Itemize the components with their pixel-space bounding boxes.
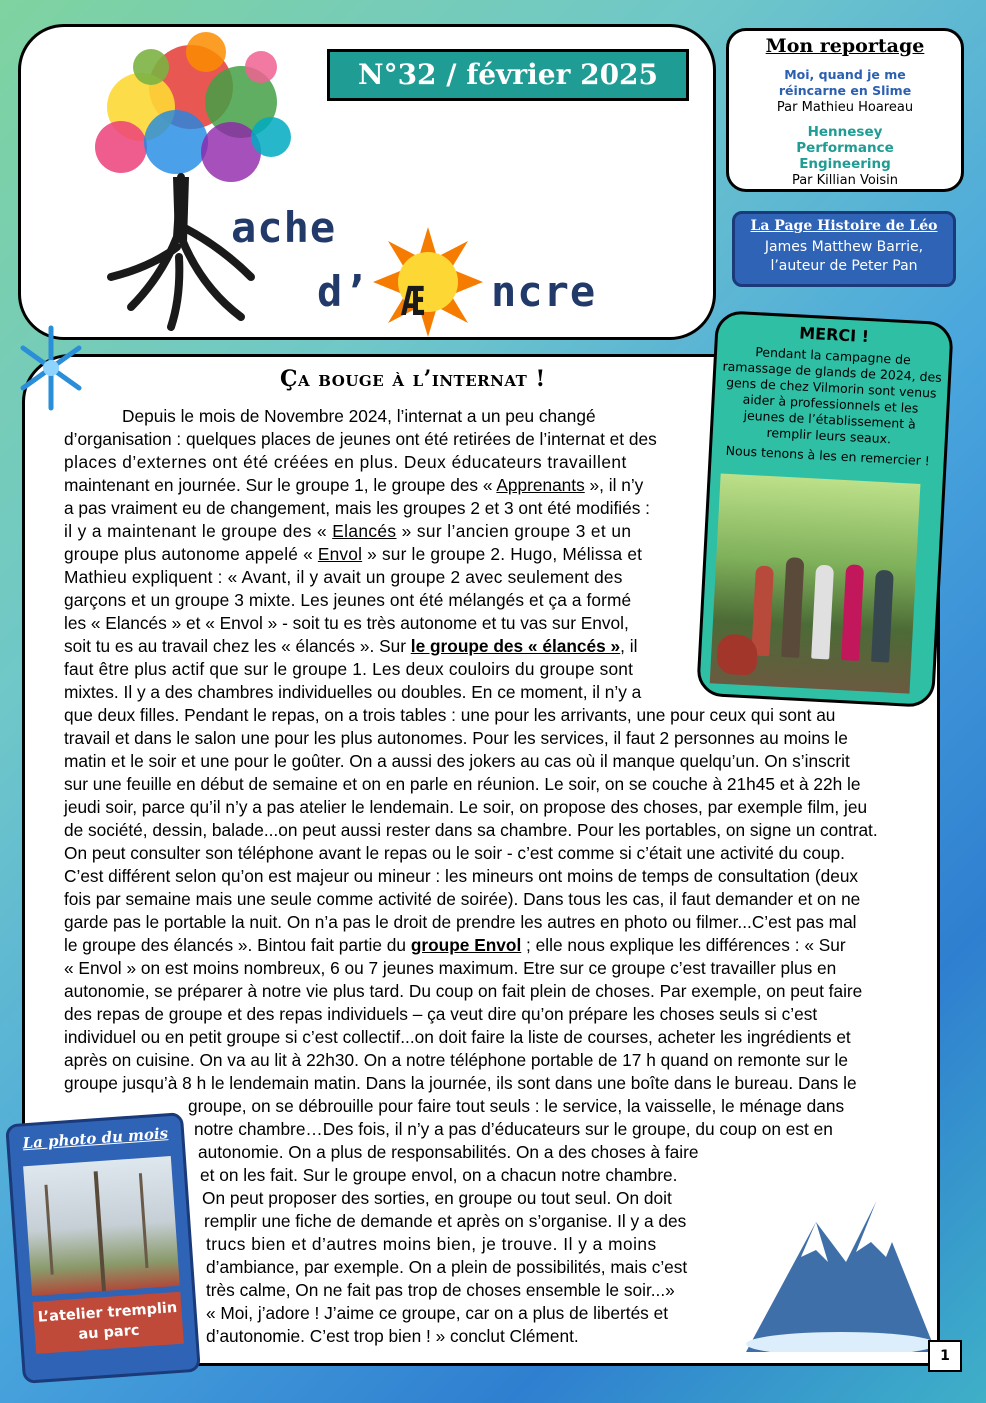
article-line: Mathieu expliquent : « Avant, il y avait un groupe 2 avec seulement des xyxy=(64,567,623,587)
masthead xyxy=(18,24,716,340)
article-line: très calme, On ne fait pas trop de choses ensemble le soir...» xyxy=(206,1280,675,1300)
article-line: On peut consulter son téléphone avant le repas ou le soir - c’est comme si c’était une activité du coup. xyxy=(64,843,845,863)
article-line: d’organisation : quelques places de jeunes ont été retirées de l’internat et des xyxy=(64,429,657,449)
logo-word-d: d’ xyxy=(317,267,370,316)
reportage-heading: Mon reportage xyxy=(765,35,925,57)
article-line: maintenant en journée. Sur le groupe 1, le groupe des « Apprenants », il n’y xyxy=(64,475,644,495)
logo-word-ache: ache xyxy=(231,203,337,252)
sun-icon xyxy=(373,227,483,337)
article-line: notre chambre…Des fois, il n’y a pas d’éducateurs sur le groupe, du coup on est en xyxy=(194,1119,833,1139)
article-line: de société, dessin, balade...on peut aussi rester dans sa chambre. Pour les portables, on signe un contrat. xyxy=(64,820,878,840)
article-title: Ça bouge à l’internat ! xyxy=(280,366,546,392)
article-line: que deux filles. Pendant le repas, on a trois tables : une pour les arrivants, une pour ceux qui sont au xyxy=(64,705,836,725)
article-line: groupe, on se débrouille pour faire tout seuls : le service, la vaisselle, le ménage dans xyxy=(188,1096,845,1116)
reportage-item-title: Hennesey Performance Engineering xyxy=(796,124,894,172)
photo-du-mois-heading: La photo du mois xyxy=(22,1124,169,1153)
page-number: 1 xyxy=(928,1340,962,1372)
histoire-box xyxy=(732,211,956,287)
article-line: groupe jusqu’à 8 h le lendemain matin. Dans la journée, ils sont dans une boîte dans le bureau. Dans le xyxy=(64,1073,857,1093)
article-line: matin et le soir et une pour le goûter. On a aussi des jokers au cas où il manque quelqu’un. On s’inscrit xyxy=(64,751,850,771)
reportage-item-author: Par Mathieu Hoareau xyxy=(776,100,914,115)
article-line: trucs bien et d’autres moins bien, je trouve. Il y a moins xyxy=(206,1234,657,1254)
photo-du-mois-box xyxy=(5,1112,201,1384)
article-line: On peut proposer des sorties, en groupe ou tout seul. On doit xyxy=(202,1188,672,1208)
histoire-line: l’auteur de Peter Pan xyxy=(770,258,918,274)
tree-logo-illustration xyxy=(81,27,301,337)
article-line: Depuis le mois de Novembre 2024, l’internat a un peu changé xyxy=(122,406,596,426)
article-line: mixtes. Il y a des chambres individuelles ou doubles. En ce moment, il n’y a xyxy=(64,682,642,702)
article-line: sur une feuille en début de semaine et on en parle en réunion. Le soir, on se couche à 21h45 et à 22h le xyxy=(64,774,861,794)
article-line: travail et dans le salon une pour les plus autonomes. Pour les services, il faut 2 personnes au moins le xyxy=(64,728,848,748)
article-line: remplir une fiche de demande et après on s’organise. Il y a des xyxy=(204,1211,687,1231)
article-line: d’autonomie. C’est trop bien ! » conclut Clément. xyxy=(206,1326,579,1346)
article-line: fois par semaine mais une seule comme activité de soirée). Dans tous les cas, il faut demander et on ne xyxy=(64,889,861,909)
article-line: le groupe des élancés ». Bintou fait partie du groupe Envol ; elle nous explique les différences : « Sur xyxy=(64,935,846,955)
article-line: autonomie, se préparer à notre vie plus tard. Du coup on fait plein de choses. Par exemple, on peut faire xyxy=(64,981,863,1001)
logo-word-ncre: ncre xyxy=(491,267,597,316)
article-line: d’ambiance, par exemple. On a plein de possibilités, mais c’est xyxy=(206,1257,688,1277)
article-line: « Moi, j’adore ! J’aime ce groupe, car on a plus de libertés et xyxy=(206,1303,669,1323)
article-line: faut être plus actif que sur le groupe 1. Les deux couloirs du groupe sont xyxy=(64,659,634,679)
article-line: les « Elancés » et « Envol » - soit tu es très autonome et tu vas sur Envol, xyxy=(64,613,629,633)
snowflake-icon xyxy=(18,318,84,418)
merci-box xyxy=(696,310,954,708)
histoire-line: James Matthew Barrie, xyxy=(764,239,924,255)
reportage-item-author: Par Killian Voisin xyxy=(791,173,899,188)
article-line: il y a maintenant le groupe des « Elancés » sur l’ancien groupe 3 et un xyxy=(64,521,632,541)
article-line: jeudi soir, parce qu’il n’y a pas atelier le lendemain. Le soir, on propose des choses, par exemple film, jeu xyxy=(64,797,868,817)
merci-body: Pendant la campagne de ramassage de glands de 2024, des gens de chez Vilmorin sont venus aider à professionnels et les jeunes de l’établissement à remplir leurs seaux. xyxy=(722,344,943,447)
park-photo xyxy=(23,1156,180,1296)
merci-heading: MERCI ! xyxy=(798,323,870,347)
article-line: garçons et un groupe 3 mixte. Les jeunes ont été mélangés et ça a formé xyxy=(64,590,632,610)
article-line: a pas vraiment eu de changement, mais les groupes 2 et 3 ont été modifiés : xyxy=(64,498,650,518)
article-line: groupe plus autonome appelé « Envol » sur le groupe 2. Hugo, Mélissa et xyxy=(64,544,643,564)
issue-banner: N°32 / février 2025 xyxy=(327,49,689,101)
article-line: autonomie. On a plus de responsabilités. On a des choses à faire xyxy=(198,1142,699,1162)
merci-closing: Nous tenons à les en remercier ! xyxy=(725,442,931,469)
article-line: C’est différent selon qu’on est majeur ou mineur : les mineurs ont moins de temps de consultation (deux xyxy=(64,866,859,886)
reportage-box xyxy=(726,28,964,192)
photo-du-mois-caption: L’atelier tremplin au parc xyxy=(33,1292,184,1354)
article-line: après on cuisine. On va au lit à 22h30. On a notre téléphone portable de 17 h quand on remonte sur le xyxy=(64,1050,848,1070)
logo-sun-letter: Æ xyxy=(401,279,427,325)
mountain-icon xyxy=(746,1182,936,1352)
article-line: « Envol » on est moins nombreux, 6 ou 7 jeunes maximum. Etre sur ce groupe c’est travailler plus en xyxy=(64,958,837,978)
article-line: soit tu es au travail chez les « élancés ». Sur le groupe des « élancés », il xyxy=(64,636,638,656)
article-line: des repas de groupe et des repas individuels – ça veut dire qu’on prépare les choses seuls si c’est xyxy=(64,1004,818,1024)
article-line: et on les fait. Sur le groupe envol, on a chacun notre chambre. xyxy=(200,1165,678,1185)
article-line: places d’externes ont été créées en plus. Deux éducateurs travaillent xyxy=(64,452,627,472)
histoire-heading: La Page Histoire de Léo xyxy=(750,218,938,234)
reportage-item-title: Moi, quand je me réincarne en Slime xyxy=(778,67,912,98)
article-line: garde pas le portable la nuit. On n’a pas le droit de prendre les autres en photo ou filmer...C’est pas mal xyxy=(64,912,857,932)
article-line: individuel ou en petit groupe si c’est collectif...on doit faire la liste de courses, acheter les ingrédients et xyxy=(64,1027,851,1047)
volunteers-photo xyxy=(710,473,921,693)
